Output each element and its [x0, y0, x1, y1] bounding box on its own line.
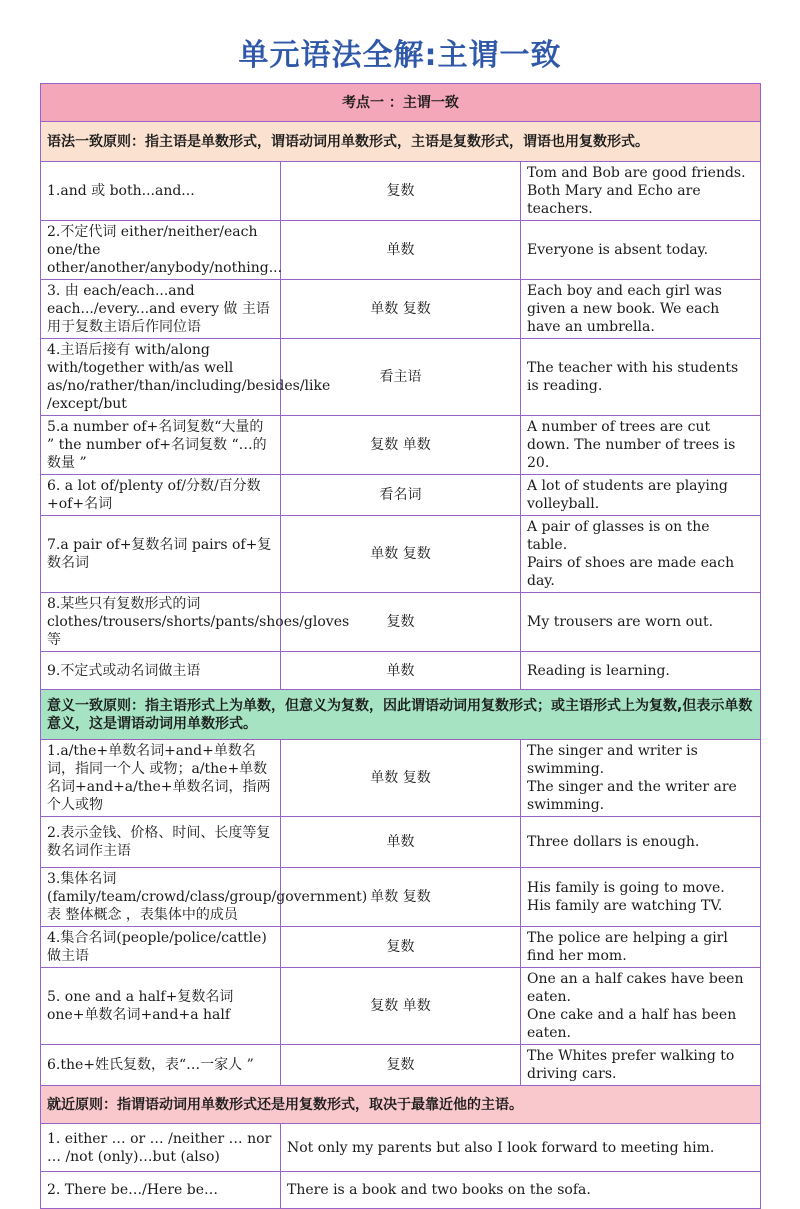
number-cell: 复数: [281, 593, 521, 652]
number-cell: 复数 单数: [281, 968, 521, 1045]
example-cell: [521, 416, 761, 475]
number-cell: 单数 复数: [281, 280, 521, 339]
example-cell: [521, 868, 761, 927]
example-cell: [521, 968, 761, 1045]
rule-cell: 8.某些只有复数形式的词 clothes/trousers/shorts/pants/shoes/gloves 等: [41, 593, 281, 652]
section-heading: 就近原则：指谓语动词用单数形式还是用复数形式，取决于最靠近他的主语。: [41, 1086, 761, 1124]
rule-cell: 4.主语后接有 with/along with/together with/as well as/no/rather/than/including/besides/like /except/but: [41, 339, 281, 416]
example-cell: [521, 280, 761, 339]
table-row: [41, 339, 761, 416]
table-row: [41, 416, 761, 475]
rule-cell: 5.a number of+名词复数“大量的 ” the number of+名词复数 “…的数量 ”: [41, 416, 281, 475]
number-cell: 复数: [281, 927, 521, 968]
rule-cell: 5. one and a half+复数名词 one+单数名词+and+a half: [41, 968, 281, 1045]
number-cell: 复数: [281, 162, 521, 221]
rule-cell: 1.a/the+单数名词+and+单数名词，指同一个人 或物；a/the+单数名词+and+a/the+单数名词，指两个人或物: [41, 740, 281, 817]
example-cell: Not only my parents but also I look forward to meeting him.: [281, 1124, 761, 1172]
rule-cell: 2.不定代词 either/neither/each one/the other/another/anybody/nothing...: [41, 221, 281, 280]
example-sentence: The police are helping a girl find her mom.: [527, 930, 728, 964]
section-concord-grammar: 语法一致原则：指主语是单数形式，谓语动词用单数形式，主语是复数形式，谓语也用复数形式。: [41, 122, 761, 162]
rule-cell: 7.a pair of+复数名词 pairs of+复数名词: [41, 516, 281, 593]
example-sentence: One an a half cakes have been eaten.: [527, 971, 744, 1005]
example-sentence: Both Mary and Echo are teachers.: [527, 183, 701, 217]
example-sentence: The Whites prefer walking to driving cars.: [527, 1048, 735, 1082]
example-sentence: Tom and Bob are good friends.: [527, 165, 746, 181]
page-title: 单元语法全解:主谓一致: [238, 38, 562, 73]
number-cell: 单数: [281, 817, 521, 868]
number-cell: 单数 复数: [281, 516, 521, 593]
example-sentence: Reading is learning.: [527, 662, 670, 679]
table-row: [41, 740, 761, 817]
example-cell: [521, 475, 761, 516]
rule-cell: 9.不定式或动名词做主语: [41, 652, 281, 690]
section-row: [41, 690, 761, 740]
example-sentence: Three dollars is enough.: [527, 834, 700, 850]
example-cell: There is a book and two books on the sofa.: [281, 1172, 761, 1209]
example-sentence: A pair of glasses is on the table.: [527, 519, 710, 553]
example-sentence: Each boy and each girl was given a new book. We each have an umbrella.: [527, 283, 722, 335]
number-cell: 单数: [281, 221, 521, 280]
number-cell: 看名词: [281, 475, 521, 516]
table-row: [41, 516, 761, 593]
number-cell: 复数: [281, 1045, 521, 1086]
example-cell: [521, 162, 761, 221]
example-sentence: A lot of students are playing volleyball.: [527, 478, 728, 512]
section-row: [41, 122, 761, 162]
example-cell: [521, 740, 761, 817]
rule-cell: 6. a lot of/plenty of/分数/百分数 +of+名词: [41, 475, 281, 516]
example-sentence: The singer and writer is swimming.: [527, 743, 698, 777]
example-sentence: A number of trees are cut down. The number of trees is 20.: [527, 419, 736, 471]
number-cell: 单数 复数: [281, 868, 521, 927]
example-sentence: The singer and the writer are swimming.: [527, 779, 737, 813]
rule-cell: 3.集体名词 (family/team/crowd/class/group/government) 表 整体概念 ，表集体中的成员: [41, 868, 281, 927]
example-cell: [521, 652, 761, 690]
number-cell: 看主语: [281, 339, 521, 416]
example-cell: [521, 516, 761, 593]
table-row: [41, 475, 761, 516]
example-cell: [521, 1045, 761, 1086]
example-cell: [521, 221, 761, 280]
example-sentence: His family are watching TV.: [527, 898, 723, 914]
table-row: [41, 968, 761, 1045]
table-row: [41, 1172, 761, 1209]
rule-cell: 4.集合名词(people/police/cattle)做主语: [41, 927, 281, 968]
table-row: [41, 1045, 761, 1086]
number-cell: 复数 单数: [281, 416, 521, 475]
example-sentence: Pairs of shoes are made each day.: [527, 555, 735, 589]
rule-cell: 2. There be…/Here be…: [41, 1172, 281, 1209]
table-header: 考点一 ：主谓一致: [41, 84, 761, 122]
rule-cell: 6.the+姓氏复数，表“…一家人 ”: [41, 1045, 281, 1086]
table-header-row: [41, 84, 761, 122]
table-row: [41, 280, 761, 339]
example-sentence: One cake and a half has been eaten.: [527, 1007, 737, 1041]
table-row: [41, 817, 761, 868]
example-cell: [521, 593, 761, 652]
table-row: [41, 652, 761, 690]
rule-cell: 1.and 或 both...and...: [41, 162, 281, 221]
rule-cell: 2.表示金钱、价格、时间、长度等复数名词作主语: [41, 817, 281, 868]
table-row: [41, 1124, 761, 1172]
example-cell: [521, 339, 761, 416]
table-row: [41, 221, 761, 280]
example-sentence: His family is going to move.: [527, 880, 725, 896]
section-row: [41, 1086, 761, 1124]
table-row: [41, 868, 761, 927]
example-cell: [521, 927, 761, 968]
table-row: [41, 927, 761, 968]
table-row: [41, 593, 761, 652]
section-heading: 意义一致原则：指主语形式上为单数，但意义为复数，因此谓语动词用复数形式；或主语形式上为复数,但表示单数意义，这是谓语动词用单数形式。: [41, 690, 761, 740]
table-row: [41, 162, 761, 221]
grammar-table: [40, 83, 761, 1209]
rule-cell: 1. either … or … /neither … nor … /not (only)…but (also): [41, 1124, 281, 1172]
number-cell: 单数 复数: [281, 740, 521, 817]
example-sentence: The teacher with his students is reading.: [527, 360, 739, 394]
number-cell: 单数: [281, 652, 521, 690]
rule-cell: 3. 由 each/each...and each.../every...and every 做 主语用于复数主语后作同位语: [41, 280, 281, 339]
example-sentence: Everyone is absent today.: [527, 242, 709, 258]
example-sentence: My trousers are worn out.: [527, 614, 714, 630]
example-cell: [521, 817, 761, 868]
